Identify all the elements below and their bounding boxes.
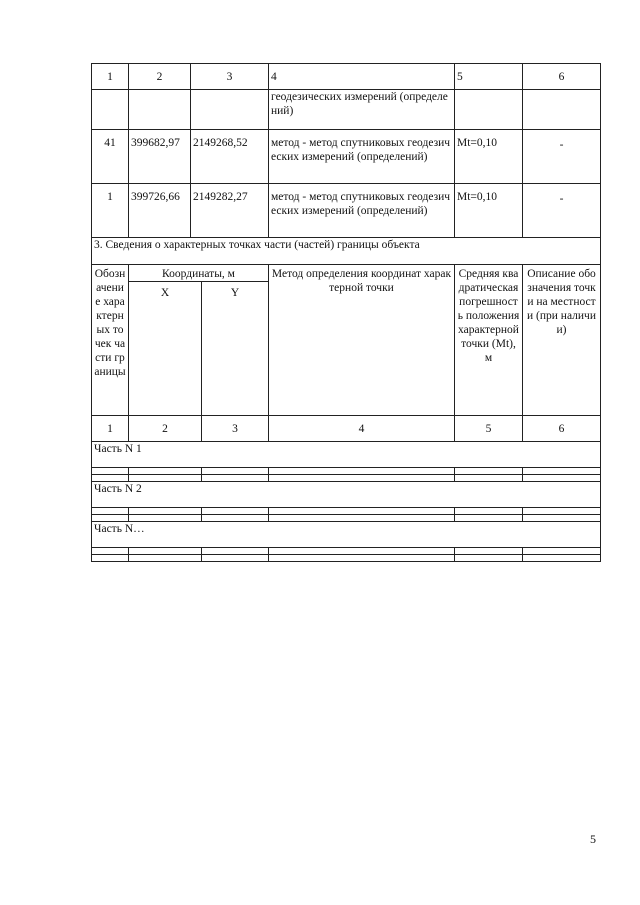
mt-value	[455, 90, 523, 130]
mt-value: Mt=0,10	[455, 130, 523, 184]
header-method: Метод определения координат характерной точки	[269, 265, 455, 416]
col-number-4: 4	[269, 64, 455, 90]
header-mt: Средняя квадратическая погрешность положения характерной точки (Mt), м	[455, 265, 523, 416]
col-number-1: 1	[92, 64, 129, 90]
description	[523, 90, 601, 130]
table-row	[92, 130, 601, 184]
table-row	[92, 468, 601, 475]
coord-y: 2149282,27	[191, 184, 269, 238]
col-number-3: 3	[191, 64, 269, 90]
method-text: геодезических измерений (определений)	[269, 90, 455, 130]
section3-column-numbers	[92, 416, 601, 442]
col-number-2: 2	[129, 64, 191, 90]
coordinates-table	[91, 63, 601, 562]
part-label: Часть N 2	[92, 482, 601, 508]
part-row	[92, 522, 601, 548]
coord-y	[191, 90, 269, 130]
col-number-3: 3	[202, 416, 269, 442]
mt-value: Mt=0,10	[455, 184, 523, 238]
table-row	[92, 475, 601, 482]
section3-title-row	[92, 238, 601, 265]
part-row	[92, 482, 601, 508]
table-row	[92, 548, 601, 555]
table-row	[92, 508, 601, 515]
table1-column-numbers	[92, 64, 601, 90]
col-number-6: 6	[523, 64, 601, 90]
table-row	[92, 515, 601, 522]
col-number-4: 4	[269, 416, 455, 442]
point-number: 1	[92, 184, 129, 238]
table-row	[92, 555, 601, 562]
header-description: Описание обозначения точки на местности (при наличии)	[523, 265, 601, 416]
method-text: метод - метод спутниковых геодезических измерений (определений)	[269, 184, 455, 238]
section3-title: 3. Сведения о характерных точках части (частей) границы объекта	[92, 238, 601, 265]
method-text: метод - метод спутниковых геодезических измерений (определений)	[269, 130, 455, 184]
header-y: Y	[202, 282, 269, 416]
point-number: 41	[92, 130, 129, 184]
coord-x	[129, 90, 191, 130]
table-row	[92, 90, 601, 130]
col-number-5: 5	[455, 416, 523, 442]
page-number: 5	[590, 832, 596, 846]
col-number-5: 5	[455, 64, 523, 90]
point-number	[92, 90, 129, 130]
description: -	[523, 130, 601, 184]
table-row	[92, 184, 601, 238]
header-coordinates: Координаты, м	[129, 265, 269, 282]
col-number-2: 2	[129, 416, 202, 442]
section3-header-row	[92, 265, 601, 282]
coord-x: 399726,66	[129, 184, 191, 238]
coord-x: 399682,97	[129, 130, 191, 184]
col-number-1: 1	[92, 416, 129, 442]
part-label: Часть N 1	[92, 442, 601, 468]
description: -	[523, 184, 601, 238]
part-label: Часть N…	[92, 522, 601, 548]
coord-y: 2149268,52	[191, 130, 269, 184]
col-number-6: 6	[523, 416, 601, 442]
header-x: X	[129, 282, 202, 416]
part-row	[92, 442, 601, 468]
header-designation: Обозначение характерных точек части границы	[92, 265, 129, 416]
